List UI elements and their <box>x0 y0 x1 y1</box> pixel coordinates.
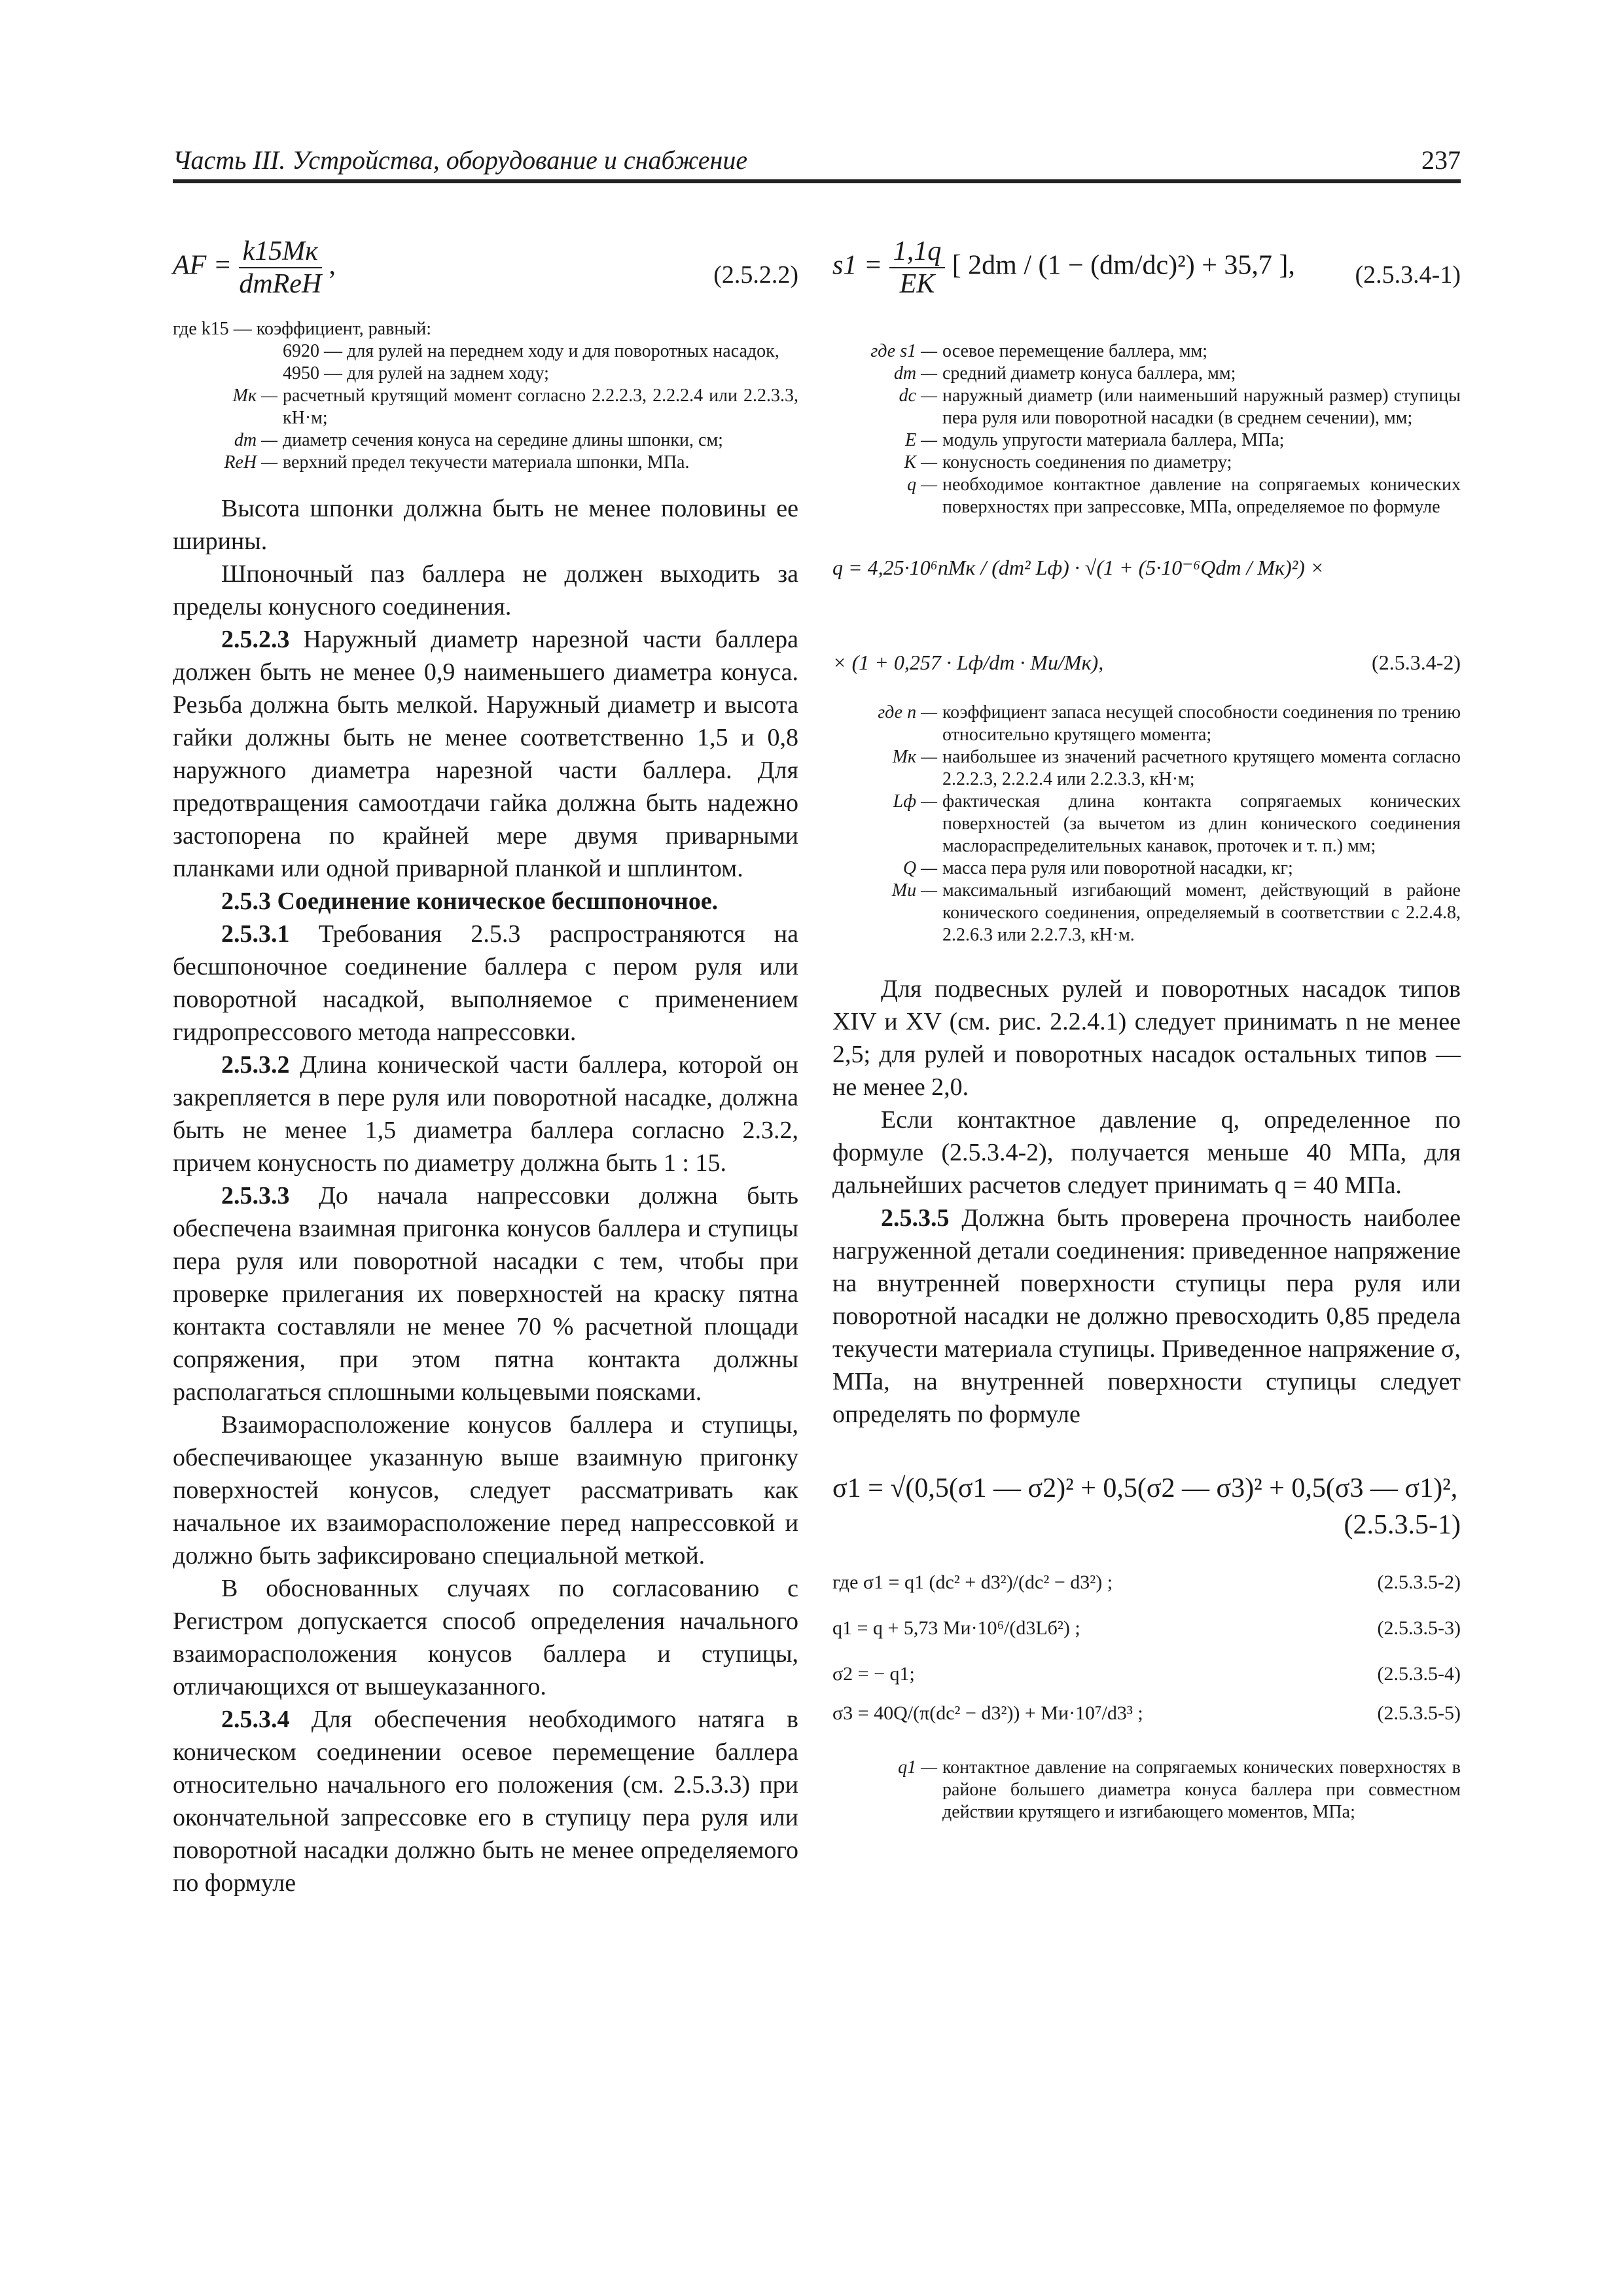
definitions-list <box>832 1757 1461 1823</box>
def-item: Q — масса пера руля или поворотной насадки, кг; <box>902 858 1293 878</box>
right-column <box>832 236 1461 1823</box>
paragraph: Взаиморасположение конусов баллера и ступицы, обеспечивающее указанную выше взаимную пригонку поверхностей конусов, следует рассматривать как начальное их взаиморасположение перед напрессовкой и должно быть зафиксировано специальной меткой. <box>173 1411 798 1570</box>
def-item: ReH — верхний предел текучести материала шпонки, МПа. <box>224 452 690 473</box>
definitions-list <box>832 702 1461 946</box>
equation-row: где σ1 = q1 (dc² + d3²)/(dc² − d3²) ; (2.5.3.5-2) <box>832 1571 1461 1593</box>
def-item: q1 — контактное давление на сопрягаемых конических поверхностях в районе большего диаметра конуса баллера при совместном действии крутящего и изгибающего моментов, МПа; <box>898 1757 1461 1822</box>
def-item: 4950 — для рулей на заднем ходу; <box>283 363 549 384</box>
def-item: Lф — фактическая длина контакта сопрягаемых конических поверхностей (за вычетом из длин конического соединения маслораспределительных канавок, проточек и т. п.) мм; <box>893 791 1461 856</box>
paragraph-2-5-2-3: 2.5.2.3 Наружный диаметр нарезной части баллера должен быть не менее 0,9 наименьшего диаметра конуса. Резьба должна быть мелкой. Наружный диаметр и высота гайки должны быть не менее соответственно 1,5 и 0,8 наружного диаметра нарезной части баллера. Для предотвращения самоотдачи гайка должна быть надежно застопорена по крайней мере двумя приварными планками или одной приварной планкой и шплинтом. <box>173 626 798 882</box>
def-item: dm — диаметр сечения конуса на середине длины шпонки, см; <box>234 430 723 450</box>
equation-row: σ3 = 40Q/(π(dc² − d3²)) + Mи·10⁷/d3³ ; (2.5.3.5-5) <box>832 1702 1461 1724</box>
equation-row: σ2 = − q1; (2.5.3.5-4) <box>832 1663 1461 1685</box>
paragraph: Шпоночный паз баллера не должен выходить за пределы конусного соединения. <box>173 560 798 620</box>
defs-intro: где k15 — коэффициент, равный: <box>173 319 431 339</box>
paragraph-2-5-3-1: 2.5.3.1 Требования 2.5.3 распространяются на бесшпоночное соединение баллера с пером руля или поворотной насадкой, выполняемое с применением гидропрессового метода напрессовки. <box>173 920 798 1046</box>
equation-list <box>832 1570 1461 1746</box>
section-heading-2-5-3: 2.5.3 Соединение коническое бесшпоночное. <box>221 888 719 915</box>
paragraph: Для подвесных рулей и поворотных насадок типов XIV и XV (см. рис. 2.2.4.1) следует принимать n не менее 2,5; для рулей и поворотных насадок остальных типов — не менее 2,0. <box>832 975 1461 1101</box>
paragraph: Высота шпонки должна быть не менее половины ее ширины. <box>173 495 798 555</box>
paragraph-2-5-3-2: 2.5.3.2 Длина конической части баллера, которой он закрепляется в пере руля или поворотной насадке, должна быть не менее 1,5 диаметра баллера согласно 2.3.2, причем конусность по диаметру должна быть 1 : 15. <box>173 1051 798 1177</box>
page-number: 237 <box>1421 145 1461 175</box>
def-item: dm — средний диаметр конуса баллера, мм; <box>893 363 1236 384</box>
equation-2-5-3-4-1: s1 = $\frac{1,1q}{EK}$ [ 2dm / (1 − (dm/dc)²) + 35,7 ], (2.5.3.4-1) <box>832 236 1461 299</box>
page-header <box>173 135 1461 183</box>
left-column <box>173 236 798 1899</box>
paragraph-2-5-3-4: 2.5.3.4 Для обеспечения необходимого натяга в коническом соединении осевое перемещение баллера относительно начального его положения (см. 2.5.3.3) при окончательной запрессовке его в ступицу пера руля или поворотной насадки должно быть не менее определяемого по формуле <box>173 1706 798 1897</box>
def-item: dc — наружный диаметр (или наименьший наружный размер) ступицы пера руля или поворотной насадки (в среднем сечении), мм; <box>899 386 1461 428</box>
def-item: Mк — наибольшее из значений расчетного крутящего момента согласно 2.2.2.3, 2.2.2.4 или 2.2.3.3, кН·м; <box>892 747 1461 789</box>
definitions-list <box>832 340 1461 518</box>
paragraph-2-5-3-3: 2.5.3.3 До начала напрессовки должна быть обеспечена взаимная пригонка конусов баллера и ступицы пера руля или поворотной насадки с тем, чтобы при проверке прилегания их поверхностей на краску пятна контакта составляли не менее 70 % расчетной площади сопряжения, при этом пятна контакта должны располагаться сплошными кольцевыми поясками. <box>173 1182 798 1406</box>
equation-2-5-3-4-2: q = 4,25·10⁶nMк / (dm² Lф) · √(1 + (5·10⁻⁶Qdm / Mк)²) × × (1 + 0,257 · Lф/dm · Mи/Mк), (2.5.3.4-2) <box>832 556 1461 674</box>
def-item: где n — коэффициент запаса несущей способности соединения по трению относительно крутящего момента; <box>878 702 1461 745</box>
def-item: K — конусность соединения по диаметру; <box>904 452 1232 473</box>
def-item: E — модуль упругости материала баллера, МПа; <box>905 430 1285 450</box>
running-title: Часть III. Устройства, оборудование и снабжение <box>173 145 748 175</box>
equation-2-5-2-2: AF = $\frac{k15Mк}{\text{dmReH}}$ , (2.5.2.2) <box>173 236 798 299</box>
def-item: Mк — расчетный крутящий момент согласно 2.2.2.3, 2.2.2.4 или 2.2.3.3, кН·м; <box>232 386 798 428</box>
def-item: q — необходимое контактное давление на сопрягаемых конических поверхностях при запрессовке, МПа, определяемое по формуле <box>907 475 1461 517</box>
equation-row: q1 = q + 5,73 Mи·10⁶/(d3Lб²) ; (2.5.3.5-3) <box>832 1617 1461 1639</box>
paragraph-2-5-3-5: 2.5.3.5 Должна быть проверена прочность наиболее нагруженной детали соединения: приведенное напряжение на внутренней поверхности ступицы пера руля или поворотной насадки не должно превосходить 0,85 предела текучести материала ступицы. Приведенное напряжение σ, МПа, на внутренней поверхности ступицы следует определять по формуле <box>832 1204 1461 1428</box>
definitions-list <box>173 340 798 474</box>
def-item: Mи — максимальный изгибающий момент, действующий в районе конического соединения, определяемый в соответствии с 2.2.4.8, 2.2.6.3 или 2.2.7.3, кН·м. <box>891 880 1461 945</box>
equation-2-5-3-5-1: σ1 = √(0,5(σ1 — σ2)² + 0,5(σ2 — σ3)² + 0,5(σ3 — σ1)², (2.5.3.5-1) <box>832 1473 1461 1540</box>
def-item: 6920 — для рулей на переднем ходу и для поворотных насадок, <box>283 341 779 361</box>
paragraph: Если контактное давление q, определенное по формуле (2.5.3.4-2), получается меньше 40 МПа, для дальнейших расчетов следует принимать q = 40 МПа. <box>832 1106 1461 1199</box>
paragraph: В обоснованных случаях по согласованию с Регистром допускается способ определения начального взаиморасположения конусов баллера и ступицы, отличающихся от вышеуказанного. <box>173 1575 798 1700</box>
def-item: где s1 — осевое перемещение баллера, мм; <box>870 341 1208 361</box>
